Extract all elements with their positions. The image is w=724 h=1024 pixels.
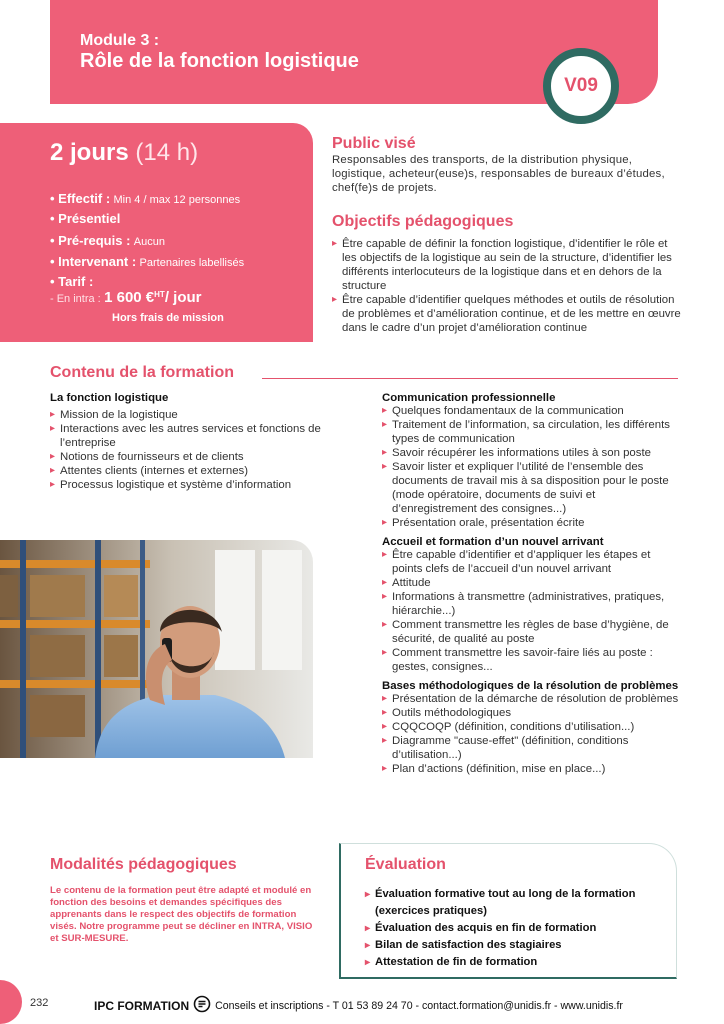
presentiel-label: • Présentiel xyxy=(50,211,121,226)
list-item: ▸ Être capable de définir la fonction logistique, d’identifier le rôle et les objectifs de la logistique au sein de la structure, d’identifier les différents interlocuteurs de la logistique dans et en dehors de la structure xyxy=(332,237,682,293)
list-item: ▸ Bilan de satisfaction des stagiaires xyxy=(365,937,665,954)
section-list xyxy=(382,692,682,776)
list-item: ▸ Savoir lister et expliquer l’utilité de l’ensemble des documents de travail mis à sa disposition pour le poste (mode opératoire, documents de suivi et d’enregistrement des consignes...) xyxy=(382,460,682,516)
public-text: Responsables des transports, de la distribution physique, logistique, acheteur(euse)s, responsables de bureaux d’études, chef(fe)s de projets. xyxy=(332,154,665,194)
section-heading: Bases méthodologiques de la résolution de problèmes xyxy=(382,680,679,692)
page-number: 232 xyxy=(30,997,49,1009)
tarif-row xyxy=(50,274,93,289)
section-list xyxy=(382,548,682,674)
presentiel-row xyxy=(50,211,120,226)
list-item: ▸ Attitude xyxy=(382,576,682,590)
prereq-row xyxy=(50,233,165,248)
effectif-value: Min 4 / max 12 personnes xyxy=(113,194,241,206)
price-ht: HT xyxy=(154,290,165,299)
list-item: ▸ Évaluation des acquis en fin de formation xyxy=(365,920,665,937)
duration-days: 2 jours xyxy=(50,139,129,166)
duration-hours: (14 h) xyxy=(135,139,199,166)
phone-chat-icon xyxy=(193,995,211,1016)
list-item: ▸ Notions de fournisseurs et de clients xyxy=(50,450,340,464)
intervenant-value: Partenaires labellisés xyxy=(139,257,245,269)
price-line xyxy=(50,289,201,306)
list-item: ▸ Informations à transmettre (administratives, pratiques, hiérarchie...) xyxy=(382,590,682,618)
price-note: Hors frais de mission xyxy=(112,312,224,324)
page-title: Rôle de la fonction logistique xyxy=(80,50,359,72)
list-item: ▸ Mission de la logistique xyxy=(50,408,340,422)
info-box xyxy=(0,123,313,342)
evaluation-title: Évaluation xyxy=(365,856,446,873)
list-item: ▸ Outils méthodologiques xyxy=(382,706,682,720)
page-corner-decoration xyxy=(0,980,22,1024)
evaluation-box xyxy=(339,843,677,979)
contenu-col2 xyxy=(382,392,682,776)
contact-info: Conseils et inscriptions - T 01 53 89 24 70 - contact.formation@unidis.fr - www.unidis.fr xyxy=(215,999,623,1012)
intervenant-row xyxy=(50,254,244,269)
module-number: Module 3 : xyxy=(80,32,160,49)
section-heading: Accueil et formation d’un nouvel arrivant xyxy=(382,536,604,548)
contenu-col1-heading: La fonction logistique xyxy=(50,392,169,404)
effectif-label: • Effectif : xyxy=(50,191,111,206)
intra-label: - En intra : xyxy=(50,293,101,305)
list-item: ▸ Présentation de la démarche de résolution de problèmes xyxy=(382,692,682,706)
contenu-col1-list xyxy=(50,408,340,492)
brand-name: IPC FORMATION xyxy=(94,998,190,1013)
prereq-label: • Pré-requis : xyxy=(50,233,131,248)
list-item: ▸ CQQCOQP (définition, conditions d’utilisation...) xyxy=(382,720,682,734)
list-item: ▸ Comment transmettre les savoir-faire liés au poste : gestes, consignes... xyxy=(382,646,682,674)
duration xyxy=(50,139,198,167)
warehouse-photo xyxy=(0,540,313,758)
list-item: ▸ Présentation orale, présentation écrite xyxy=(382,516,682,530)
list-item: ▸ Plan d’actions (définition, mise en place...) xyxy=(382,762,682,776)
list-item: ▸ Être capable d’identifier quelques méthodes et outils de résolution de problèmes et d’amélioration continue, et de les mettre en œuvre dans le cadre d’un projet d’amélioration continue xyxy=(332,293,682,335)
list-item: ▸ Comment transmettre les règles de base d’hygiène, de sécurité, de qualité au poste xyxy=(382,618,682,646)
objectifs-title: Objectifs pédagogiques xyxy=(332,213,514,230)
contenu-title: Contenu de la formation xyxy=(50,364,234,381)
list-item: ▸ Interactions avec les autres services et fonctions de l’entreprise xyxy=(50,422,340,450)
list-item: ▸ Savoir récupérer les informations utiles à son poste xyxy=(382,446,682,460)
price-unit: / jour xyxy=(164,289,202,306)
list-item: ▸ Être capable d’identifier et d’appliquer les étapes et points clefs de l’accueil d’un nouvel arrivant xyxy=(382,548,682,576)
footer xyxy=(94,995,623,1016)
effectif-row xyxy=(50,191,240,206)
tarif-label: • Tarif : xyxy=(50,274,94,289)
list-item: ▸ Attestation de fin de formation xyxy=(365,954,665,971)
public-title: Public visé xyxy=(332,135,416,152)
price-value: 1 600 € xyxy=(104,289,155,306)
modalites-title: Modalités pédagogiques xyxy=(50,856,237,873)
list-item: ▸ Traitement de l’information, sa circulation, les différents types de communication xyxy=(382,418,682,446)
list-item: ▸ Évaluation formative tout au long de la formation (exercices pratiques) xyxy=(365,886,665,920)
list-item: ▸ Quelques fondamentaux de la communication xyxy=(382,404,682,418)
prereq-value: Aucun xyxy=(133,236,165,248)
course-code-badge: V09 xyxy=(543,48,619,124)
section-divider xyxy=(262,378,678,379)
list-item: ▸ Processus logistique et système d’information xyxy=(50,478,340,492)
section-heading: Communication professionnelle xyxy=(382,392,556,404)
intervenant-label: • Intervenant : xyxy=(50,254,137,269)
list-item: ▸ Attentes clients (internes et externes) xyxy=(50,464,340,478)
section-list xyxy=(382,404,682,530)
modalites-text: Le contenu de la formation peut être adapté et modulé en fonction des besoins et demandes spécifiques des apprenants dans le respect des objectifs de formation visés. Notre programme peut se décliner en INTRA, VISIO et SUR-MESURE. xyxy=(50,885,313,944)
objectifs-list xyxy=(332,237,682,335)
evaluation-list xyxy=(365,886,665,971)
list-item: ▸ Diagramme "cause-effet" (définition, conditions d’utilisation...) xyxy=(382,734,682,762)
